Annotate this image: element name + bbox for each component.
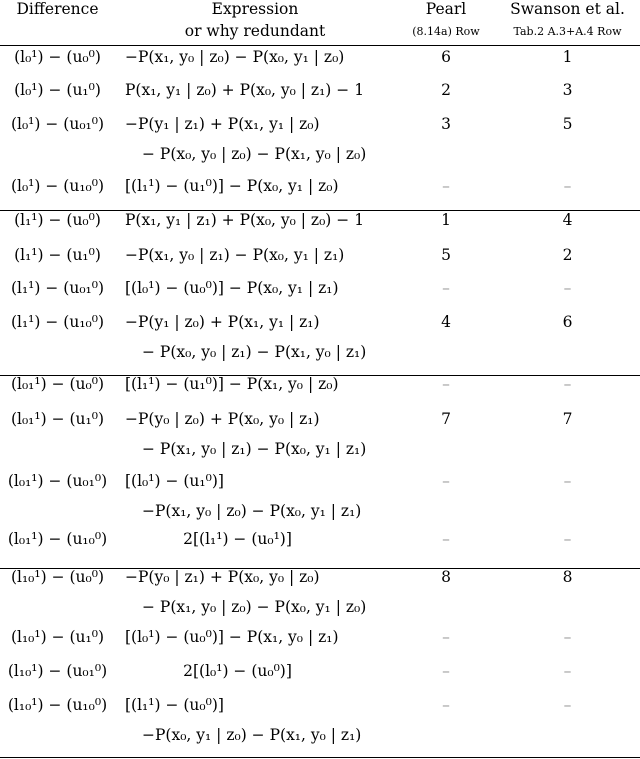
expression-line: 2[(l₁¹) − (u₀¹)] [183,530,292,548]
difference-cell: (l₀¹) − (u₀⁰) [14,48,101,66]
difference-cell: (l₀₁¹) − (u₀⁰) [10,375,105,393]
expression-line: − P(x₁, y₀ | z₀) − P(x₀, y₁ | z₀) [142,598,367,616]
expression-line: [(l₁¹) − (u₀⁰)] [125,696,224,714]
expression-line: −P(x₁, y₀ | z₁) − P(x₀, y₁ | z₁) [125,246,345,264]
difference-cell: (l₁₀¹) − (u₀₁⁰) [7,662,108,680]
header-swanson-line2: Tab.2 A.3+A.4 Row [513,25,622,38]
header-expression-line2: or why redundant [184,22,326,40]
difference-cell: (l₁¹) − (u₁⁰) [14,246,101,264]
pearl-row-cell: – [442,279,450,297]
expression-line: −P(x₀, y₁ | z₀) − P(x₁, y₀ | z₁) [142,726,362,744]
swanson-row-cell: 8 [562,568,573,586]
pearl-row-cell: – [442,628,450,646]
pearl-row-cell: – [442,472,450,490]
expression-line: [(l₀¹) − (u₀⁰)] − P(x₁, y₀ | z₁) [125,628,339,646]
bottom-rule [0,757,640,758]
header-pearl-line1: Pearl [425,0,467,18]
difference-cell: (l₁₀¹) − (u₀⁰) [10,568,105,586]
swanson-row-cell: – [563,375,572,393]
difference-cell: (l₀¹) − (u₀₁⁰) [10,115,105,133]
header-swanson-line1: Swanson et al. [510,0,625,18]
header-swanson [500,0,635,20]
expression-line: − P(x₁, y₀ | z₁) − P(x₀, y₁ | z₁) [142,440,367,458]
difference-cell: (l₁₀¹) − (u₁₀⁰) [7,696,108,714]
swanson-row-cell: 6 [562,313,573,331]
swanson-row-cell: – [563,279,572,297]
header-pearl-line2: (8.14a) Row [412,25,480,38]
expression-line: −P(y₀ | z₀) + P(x₀, y₀ | z₁) [125,410,320,428]
expression-line: −P(y₁ | z₀) + P(x₁, y₁ | z₁) [125,313,320,331]
header-expression-line1: Expression [211,0,299,18]
expression-line: [(l₁¹) − (u₁⁰)] − P(x₀, y₁ | z₀) [125,177,339,195]
pearl-row-cell: 7 [441,410,451,428]
swanson-row-cell: – [563,696,572,714]
swanson-row-cell: – [563,628,572,646]
expression-line: −P(y₀ | z₁) + P(x₀, y₀ | z₀) [125,568,320,586]
difference-cell: (l₀₁¹) − (u₁₀⁰) [7,530,108,548]
header-expression [140,0,370,42]
swanson-row-cell: 4 [562,211,573,229]
expression-line: − P(x₀, y₀ | z₀) − P(x₁, y₀ | z₀) [142,145,367,163]
difference-cell: (l₀¹) − (u₁⁰) [14,81,101,99]
expression-line: −P(y₁ | z₁) + P(x₁, y₁ | z₀) [125,115,320,133]
expression-line: [(l₀¹) − (u₁⁰)] [125,472,224,490]
swanson-row-cell: 7 [562,410,573,428]
pearl-row-cell: – [442,375,450,393]
swanson-row-cell: – [563,662,572,680]
difference-cell: (l₀₁¹) − (u₁⁰) [10,410,105,428]
difference-cell: (l₀₁¹) − (u₀₁⁰) [7,472,108,490]
expression-line: −P(x₁, y₀ | z₀) − P(x₀, y₁ | z₀) [125,48,345,66]
difference-cell: (l₀¹) − (u₁₀⁰) [10,177,105,195]
swanson-row-cell: 1 [562,48,573,66]
pearl-row-cell: – [442,177,450,195]
swanson-row-cell: – [563,177,572,195]
swanson-row-cell: 5 [562,115,573,133]
expression-line: P(x₁, y₁ | z₀) + P(x₀, y₀ | z₁) − 1 [125,81,365,99]
expression-line: −P(x₁, y₀ | z₀) − P(x₀, y₁ | z₁) [142,502,362,520]
expression-line: [(l₀¹) − (u₀⁰)] − P(x₀, y₁ | z₁) [125,279,339,297]
pearl-row-cell: 8 [441,568,451,586]
expression-line: [(l₁¹) − (u₁⁰)] − P(x₁, y₀ | z₀) [125,375,339,393]
difference-cell: (l₁¹) − (u₀₁⁰) [10,279,105,297]
pearl-row-cell: – [442,696,450,714]
header-pearl [400,0,492,20]
pearl-row-cell: 2 [441,81,451,99]
pearl-row-cell: 6 [441,48,451,66]
swanson-row-cell: 2 [562,246,573,264]
expression-line: P(x₁, y₁ | z₁) + P(x₀, y₀ | z₀) − 1 [125,211,365,229]
expression-line: 2[(l₀¹) − (u₀⁰)] [183,662,292,680]
pearl-row-cell: – [442,662,450,680]
pearl-row-cell: 5 [441,246,451,264]
difference-cell: (l₁₀¹) − (u₁⁰) [10,628,105,646]
pearl-row-cell: 3 [441,115,451,133]
swanson-row-cell: – [563,530,572,548]
pearl-row-cell: 1 [441,211,451,229]
pearl-row-cell: – [442,530,450,548]
header-difference: Difference [16,0,99,18]
swanson-row-cell: 3 [562,81,573,99]
pearl-row-cell: 4 [441,313,451,331]
difference-cell: (l₁¹) − (u₁₀⁰) [10,313,105,331]
difference-cell: (l₁¹) − (u₀⁰) [14,211,101,229]
swanson-row-cell: – [563,472,572,490]
expression-line: − P(x₀, y₀ | z₁) − P(x₁, y₀ | z₁) [142,343,367,361]
